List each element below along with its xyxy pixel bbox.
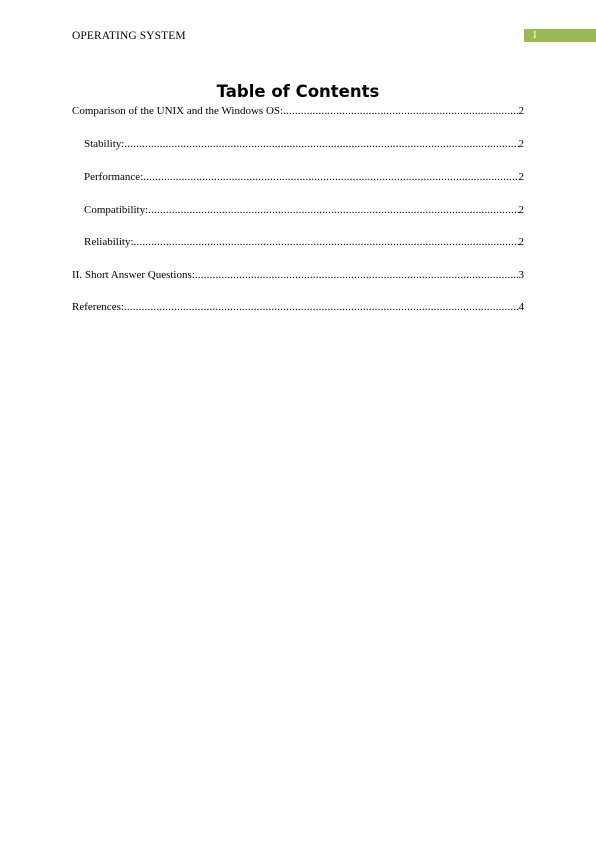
toc-entry-label: Stability:	[84, 138, 125, 150]
toc-entry-label: References:	[72, 301, 124, 313]
toc-entry-label: Compatibility:	[84, 204, 149, 216]
toc-dot-leader	[283, 104, 518, 118]
toc-dot-leader	[148, 203, 518, 217]
toc-entry-page: 2	[518, 105, 524, 117]
toc-entry-stability[interactable]	[84, 137, 524, 151]
toc-heading: Table of Contents	[216, 82, 380, 101]
toc-entry-short-answer[interactable]	[72, 268, 524, 282]
toc-entry-page: 2	[518, 138, 524, 150]
toc-entry-comparison[interactable]	[72, 104, 524, 118]
running-header-title: OPERATING SYSTEM	[72, 30, 186, 42]
page-number-badge	[524, 29, 596, 42]
toc-entry-label: Performance:	[84, 171, 144, 183]
toc-entry-page: 2	[518, 204, 524, 216]
toc-entry-page: 4	[518, 301, 524, 313]
toc-entry-label: Reliability:	[84, 236, 134, 248]
toc-entry-references[interactable]	[72, 300, 524, 314]
toc-dot-leader	[124, 137, 518, 151]
toc-entry-label: II. Short Answer Questions:	[72, 269, 195, 281]
page-number: 1	[532, 29, 538, 41]
toc-dot-leader	[134, 235, 519, 249]
toc-dot-leader	[124, 300, 519, 314]
toc-entry-compatibility[interactable]	[84, 203, 524, 217]
toc-entry-reliability[interactable]	[84, 235, 524, 249]
toc-entry-page: 2	[518, 171, 524, 183]
toc-dot-leader	[143, 170, 518, 184]
toc-entry-performance[interactable]	[84, 170, 524, 184]
toc-entry-page: 3	[518, 269, 524, 281]
toc-entry-label: Comparison of the UNIX and the Windows OS:	[72, 105, 284, 117]
toc-dot-leader	[195, 268, 519, 282]
toc-entry-page: 2	[518, 236, 524, 248]
